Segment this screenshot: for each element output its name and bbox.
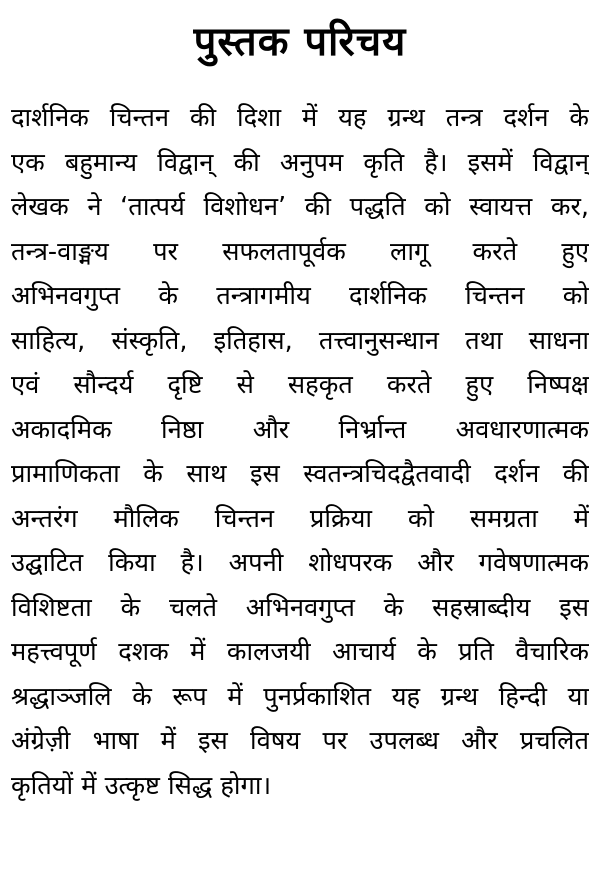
- text-line: साहित्य, संस्कृति, इतिहास, तत्त्वानुसन्धान तथा साधना: [11, 325, 589, 356]
- text-line: कृतियों में उत्कृष्ट सिद्ध होगा।: [11, 770, 272, 801]
- text-line: अभिनवगुप्त के तन्त्रागमीय दार्शनिक चिन्तन को: [11, 281, 589, 311]
- text-line: महत्त्वपूर्ण दशक में कालजयी आचार्य के प्रति वैचारिक: [11, 637, 589, 667]
- text-line: दार्शनिक चिन्तन की दिशा में यह ग्रन्थ तन्त्र दर्शन के: [11, 103, 589, 133]
- text-line: तन्त्र-वाङ्मय पर सफलतापूर्वक लागू करते हुए: [11, 236, 589, 267]
- text-line: अन्तरंग मौलिक चिन्तन प्रक्रिया को समग्रता में: [11, 503, 589, 534]
- text-line: एक बहुमान्य विद्वान् की अनुपम कृति है। इसमें विद्वान्: [11, 147, 589, 178]
- text-line: अकादमिक निष्ठा और निर्भ्रान्त अवधारणात्मक: [11, 414, 589, 445]
- text-line: अंग्रेज़ी भाषा में इस विषय पर उपलब्ध और प्रचलित: [11, 726, 589, 756]
- body-paragraph: [11, 96, 589, 808]
- text-line: एवं सौन्दर्य दृष्टि से सहकृत करते हुए निष्पक्ष: [11, 370, 589, 400]
- text-line: प्रामाणिकता के साथ इस स्वतन्त्रचिदद्वैतवादी दर्शन की: [11, 459, 589, 489]
- text-line: उद्घाटित किया है। अपनी शोधपरक और गवेषणात्मक: [11, 548, 589, 578]
- text-line: लेखक ने ‘तात्पर्य विशोधन’ की पद्धति को स्वायत्त कर,: [11, 192, 589, 222]
- text-line: विशिष्टता के चलते अभिनवगुप्त के सहस्राब्दीय इस: [11, 592, 589, 623]
- text-line: श्रद्धाञ्जलि के रूप में पुनर्प्रकाशित यह ग्रन्थ हिन्दी या: [11, 681, 589, 712]
- page-title: पुस्तक परिचय: [193, 19, 407, 65]
